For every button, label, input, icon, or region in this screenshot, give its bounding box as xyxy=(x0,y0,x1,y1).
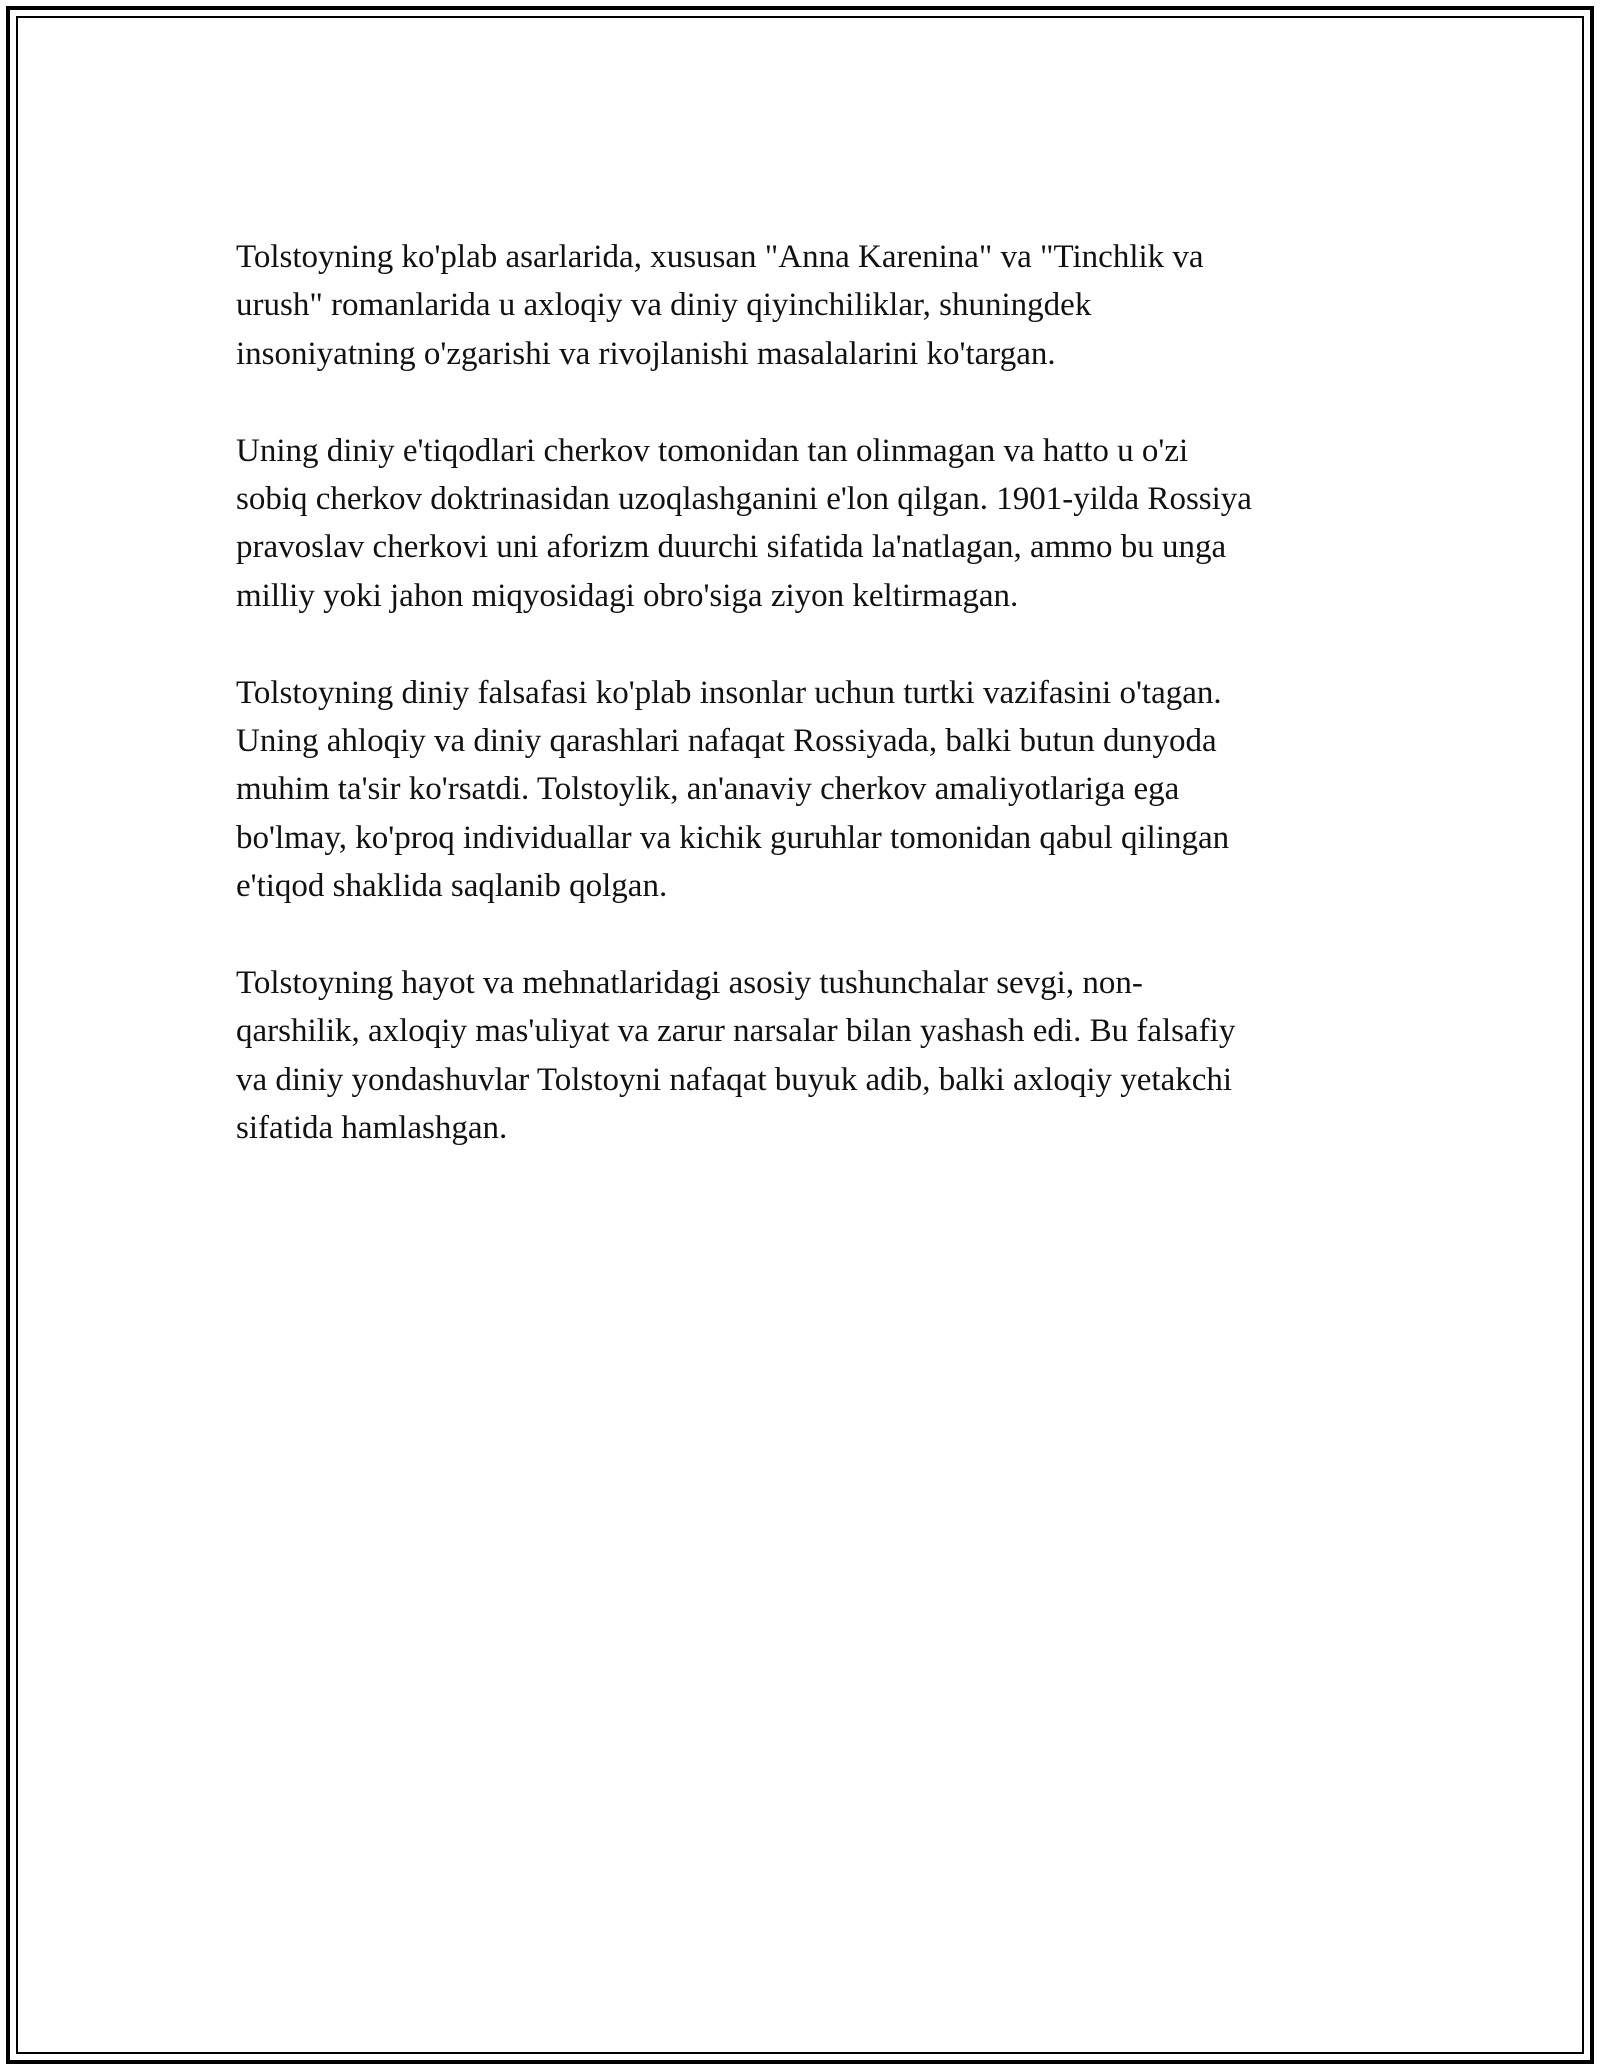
paragraph-3: Tolstoyning diniy falsafasi ko'plab insonlar uchun turtki vazifasini o'tagan. Uning ahloqiy va diniy qarashlari nafaqat Rossiyada, balki butun dunyoda muhim ta'sir ko'rsatdi. Tolstoylik, an'anaviy cherkov amaliyotlariga ega bo'lmay, ko'proq individuallar va kichik guruhlar tomonidan qabul qilingan e'tiqod shaklida saqlanib qolgan. xyxy=(236,674,1230,905)
document-body xyxy=(236,233,1366,1201)
paragraph-4: Tolstoyning hayot va mehnatlaridagi asosiy tushunchalar sevgi, non- qarshilik, axloqiy mas'uliyat va zarur narsalar bilan yashash edi. Bu falsafiy va diniy yondashuvlar Tolstoyni nafaqat buyuk adib, balki axloqiy yetakchi sifatida hamlashgan. xyxy=(236,965,1236,1147)
paragraph-2: Uning diniy e'tiqodlari cherkov tomonidan tan olinmagan va hatto u o'zi sobiq cherkov doktrinasidan uzoqlashganini e'lon qilgan. 1901-yilda Rossiya pravoslav cherkovi uni aforizm duurchi sifatida la'natlagan, ammo bu unga milliy yoki jahon miqyosidagi obro'siga ziyon keltirmagan. xyxy=(236,432,1252,614)
paragraph-1: Tolstoyning ko'plab asarlarida, xususan "Anna Karenina" va "Tinchlik va urush" romanlarida u axloqiy va diniy qiyinchiliklar, shuningdek insoniyatning o'zgarishi va rivojlanishi masalalarini ko'targan. xyxy=(236,239,1204,372)
